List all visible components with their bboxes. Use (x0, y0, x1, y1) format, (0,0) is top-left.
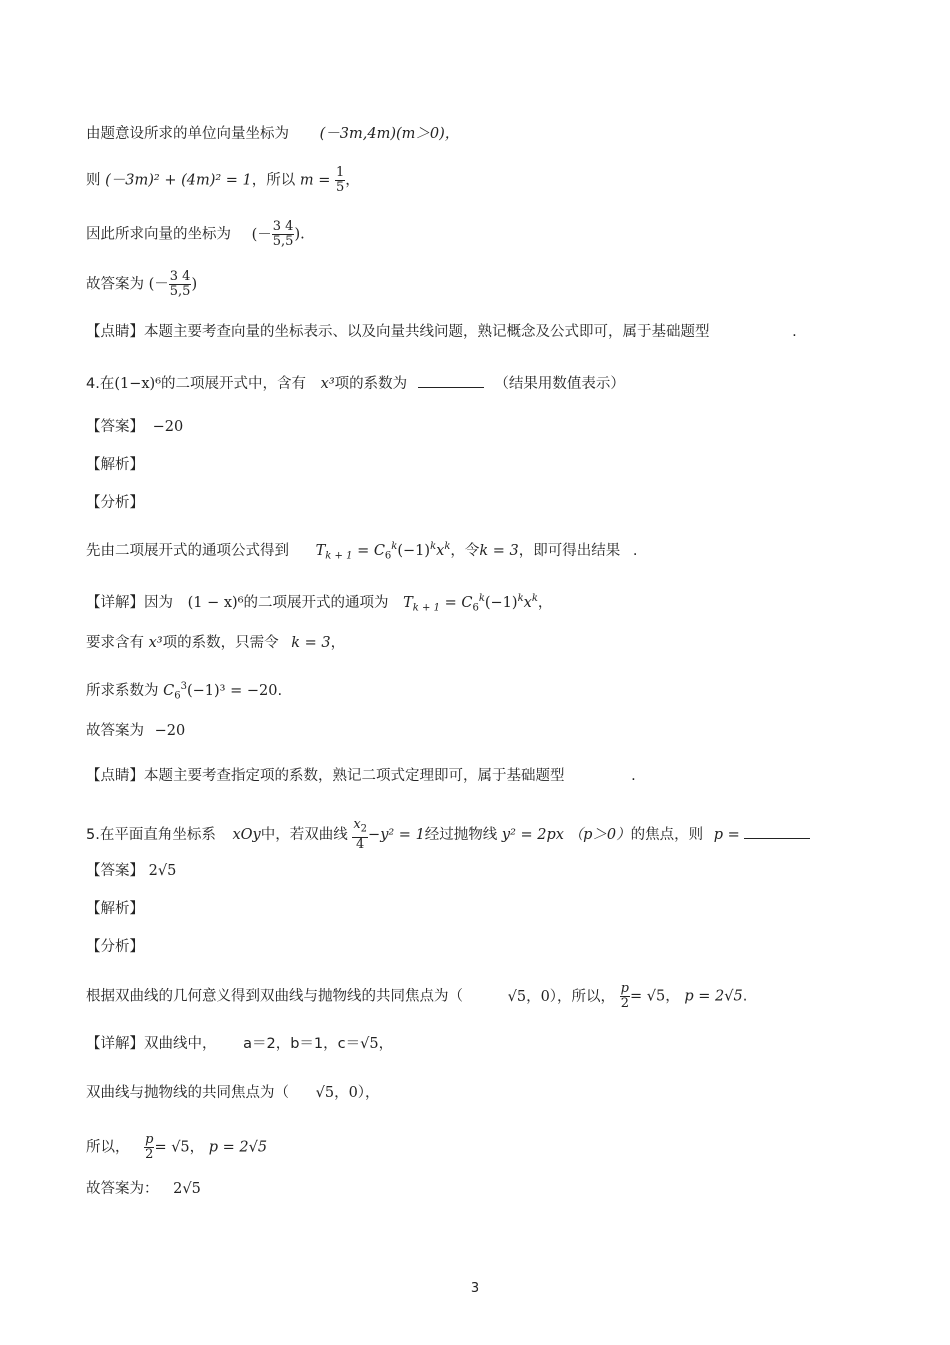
math: (－ (251, 226, 272, 243)
line-comment-3 (86, 322, 797, 342)
text: 4.在 (86, 376, 115, 392)
answer-4 (86, 417, 183, 437)
line-vector-coordinates (86, 220, 305, 249)
analysis-header-4: 【解析】 (86, 457, 144, 473)
line-answer-4: 故答案为 −20 (86, 723, 186, 739)
answer-5: 【答案】 2√5 (86, 863, 177, 879)
fenxi-header-4: 【分析】 (86, 495, 144, 511)
text: . (792, 324, 797, 340)
math: m = (299, 172, 331, 189)
math: (1 − x)⁶ (187, 594, 244, 611)
math: ). (294, 226, 305, 243)
fraction: $\frac{3 4}{5,5}$ (169, 269, 191, 299)
text: 【点睛】本题主要考查向量的坐标表示、以及向量共线问题，熟记概念及公式即可，属于基础题型 (86, 324, 710, 340)
line-fenxi-5: 根据双曲线的几何意义得到双曲线与抛物线的共同焦点为（ √5，0），所以， $\frac{p}{2}$ = √5， p = 2√5. (86, 981, 748, 1011)
fraction: $\frac{p}{2}$ (620, 981, 629, 1011)
math: −20 (152, 419, 184, 435)
math: x³ (320, 376, 335, 392)
text: 因此所求向量的坐标为 (86, 226, 231, 243)
fraction: $\frac{1}{5}$ (336, 165, 345, 195)
line-fenxi-4: 先由二项展开式的通项公式得到 $T_{k + 1} = C_6^k(-1)^kx^k$，令k = 3，即可得出结果 . (86, 541, 638, 562)
text: 则 (86, 172, 101, 189)
analysis-header-5: 【解析】 (86, 901, 144, 917)
math: (－3m)² + (4m)² = 1 (105, 172, 252, 189)
math: T (315, 542, 326, 559)
question-4 (86, 374, 625, 394)
page-number: 3 (470, 1281, 480, 1296)
line-therefore-5: 所以， $\frac{p}{2}$ = √5， p = 2√5 (86, 1132, 268, 1162)
fraction: $\frac{3 4}{5,5}$ (272, 219, 294, 249)
question-5: 5.在平面直角坐标系 xOy中，若双曲线 $\frac{x_2}{4}$ −y² = 1经过抛物线 y² = 2px （p＞0）的焦点，则 p = (86, 818, 816, 852)
math: (－ (148, 276, 169, 293)
text: 故答案为 (86, 276, 144, 293)
line-solve-m: 则 (－3m)² + (4m)² = 1，所以 m = $\frac{1}{5}$ ， (86, 165, 360, 195)
text: ，所以 (251, 172, 296, 189)
fraction: $\frac{x_2}{4}$ (353, 817, 368, 852)
text: 由题意设所求的单位向量坐标为 (86, 126, 289, 142)
text: 先由二项展开式的通项公式得到 (86, 542, 289, 559)
math: (－3m,4m)(m＞0)， (319, 126, 460, 142)
fraction: $\frac{p}{2}$ (145, 1132, 154, 1162)
text: 项的系数为 (334, 376, 408, 392)
answer-blank (418, 387, 484, 388)
line-coefficient-4: 所求系数为 $C_6^3(-1)^3 = -20$. (86, 681, 283, 702)
answer-blank (744, 838, 810, 839)
line-unit-vector-setup (86, 124, 459, 144)
text: 【答案】 (86, 419, 144, 435)
line-common-focus-5: 双曲线与抛物线的共同焦点为（ √5，0）， (86, 1085, 380, 1101)
text: 的二项展开式中，含有 (161, 376, 307, 392)
text: （结果用数值表示） (494, 376, 625, 392)
math: (1−x)⁶ (114, 376, 162, 392)
line-xiangjie-5: 【详解】双曲线中， a＝2，b＝1，c＝√5， (86, 1036, 394, 1052)
line-xiangjie-4: 【详解】因为 (1 − x)⁶的二项展开式的通项为 $T_{k + 1} = C_6^k(-1)^kx^k$， (86, 593, 553, 614)
fenxi-header-5: 【分析】 (86, 939, 144, 955)
math: ) (191, 276, 198, 293)
text: 【详解】因为 (86, 594, 173, 611)
math: = C (357, 542, 385, 559)
line-answer-3 (86, 270, 197, 299)
line-comment-4: 【点睛】本题主要考查指定项的系数，熟记二项式定理即可，属于基础题型 . (86, 768, 636, 784)
line-answer-5: 故答案为： 2√5 (86, 1181, 201, 1197)
line-require-4: 要求含有 x³项的系数，只需令 k = 3， (86, 635, 346, 651)
